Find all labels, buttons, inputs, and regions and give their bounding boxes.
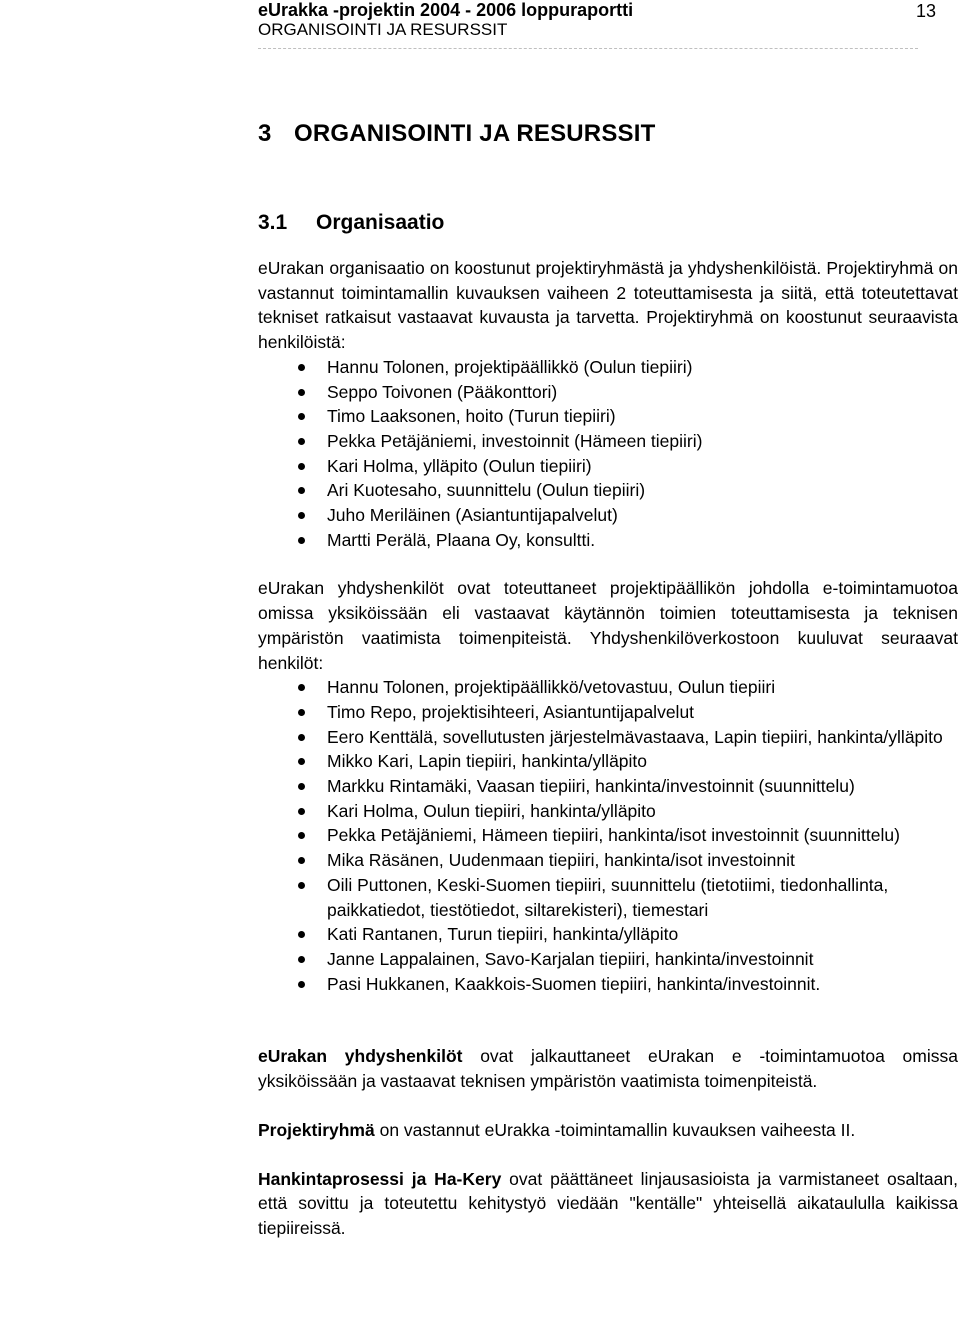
list-item bbox=[258, 947, 958, 972]
list-item bbox=[258, 429, 958, 454]
bullet-icon bbox=[298, 808, 305, 815]
list-item-text: Seppo Toivonen (Pääkonttori) bbox=[327, 381, 558, 402]
list-item bbox=[258, 675, 958, 700]
list-item-text: Mika Räsänen, Uudenmaan tiepiiri, hankinta/isot investoinnit bbox=[327, 850, 795, 871]
project-team-list bbox=[258, 355, 958, 553]
list-item-text: Hannu Tolonen, projektipäällikkö (Oulun tiepiiri) bbox=[327, 356, 693, 377]
list-item-text: Hannu Tolonen, projektipäällikkö/vetovastuu, Oulun tiepiiri bbox=[327, 677, 776, 698]
bullet-icon bbox=[298, 709, 305, 716]
paragraph-text: ovat päättäneet linjausasioista ja varmistaneet osaltaan, että sovittu ja toteutettu kehitystyö viedään "kentälle" yhteisellä aikataululla kaikissa tiepiireissä. bbox=[258, 1168, 958, 1238]
list-item bbox=[258, 873, 958, 922]
bullet-icon bbox=[298, 512, 305, 519]
list-item bbox=[258, 848, 958, 873]
bold-term: Projektiryhmä bbox=[258, 1119, 375, 1140]
list-item bbox=[258, 528, 958, 553]
contacts-list bbox=[258, 675, 958, 996]
section-heading bbox=[258, 120, 958, 148]
list-item-text: Eero Kenttälä, sovellutusten järjestelmävastaava, Lapin tiepiiri, hankinta/ylläpito bbox=[327, 726, 943, 747]
bullet-icon bbox=[298, 882, 305, 889]
paragraph-contacts-role bbox=[258, 1044, 958, 1093]
list-item bbox=[258, 725, 958, 750]
paragraph-organisation: eUrakan organisaatio on koostunut projektiryhmästä ja yhdyshenkilöistä. Projektiryhmä on vastannut toimintamallin kuvauksen vaiheen 2 toteuttamisesta ja siitä, että toteutettavat tekniset ratkaisut vastaavat kuvausta ja tarvetta. Projektiryhmä on koostunut seuraavista henkilöistä: bbox=[258, 258, 958, 353]
bullet-icon bbox=[298, 758, 305, 765]
subsection-title: Organisaatio bbox=[316, 211, 445, 234]
list-item-text: Pekka Petäjäniemi, Hämeen tiepiiri, hankinta/isot investoinnit (suunnittelu) bbox=[327, 825, 900, 846]
bullet-icon bbox=[298, 463, 305, 470]
bold-term: Hankintaprosessi ja Ha-Kery bbox=[258, 1168, 502, 1189]
paragraph-text: on vastannut eUrakka -toimintamallin kuvauksen vaiheesta II. bbox=[374, 1119, 856, 1140]
bullet-icon bbox=[298, 956, 305, 963]
list-item-text: Markku Rintamäki, Vaasan tiepiiri, hankinta/investoinnit (suunnittelu) bbox=[327, 776, 855, 797]
bullet-icon bbox=[298, 684, 305, 691]
bullet-icon bbox=[298, 931, 305, 938]
list-item-text: Janne Lappalainen, Savo-Karjalan tiepiiri, hankinta/investoinnit bbox=[327, 948, 814, 969]
list-item-text: Timo Repo, projektisihteeri, Asiantuntijapalvelut bbox=[327, 701, 695, 722]
list-item-text: Pekka Petäjäniemi, investoinnit (Hämeen tiepiiri) bbox=[327, 430, 703, 451]
bullet-icon bbox=[298, 364, 305, 371]
paragraph-procurement-role bbox=[258, 1167, 958, 1241]
report-title: eUrakka -projektin 2004 - 2006 loppuraportti bbox=[258, 0, 634, 20]
list-item bbox=[258, 972, 958, 997]
bullet-icon bbox=[298, 734, 305, 741]
list-item-text: Ari Kuotesaho, suunnittelu (Oulun tiepiiri) bbox=[327, 480, 646, 501]
list-item bbox=[258, 700, 958, 725]
subsection-heading bbox=[258, 210, 958, 236]
list-item bbox=[258, 503, 958, 528]
page-header bbox=[258, 0, 958, 50]
list-item bbox=[258, 749, 958, 774]
list-item bbox=[258, 404, 958, 429]
subsection-number: 3.1 bbox=[258, 211, 288, 234]
list-item bbox=[258, 922, 958, 947]
list-item bbox=[258, 799, 958, 824]
bullet-icon bbox=[298, 413, 305, 420]
bullet-icon bbox=[298, 389, 305, 396]
list-item-text: Mikko Kari, Lapin tiepiiri, hankinta/ylläpito bbox=[327, 751, 648, 772]
list-item bbox=[258, 478, 958, 503]
paragraph-project-group-role bbox=[258, 1118, 958, 1143]
list-item bbox=[258, 380, 958, 405]
list-item-text: Martti Perälä, Plaana Oy, konsultti. bbox=[327, 529, 596, 550]
header-divider bbox=[258, 48, 918, 49]
list-item-text: Kati Rantanen, Turun tiepiiri, hankinta/ylläpito bbox=[327, 924, 679, 945]
list-item bbox=[258, 774, 958, 799]
bullet-icon bbox=[298, 783, 305, 790]
list-item-text: Juho Meriläinen (Asiantuntijapalvelut) bbox=[327, 505, 618, 526]
list-item-text: Pasi Hukkanen, Kaakkois-Suomen tiepiiri, hankinta/investoinnit. bbox=[327, 973, 821, 994]
list-item-text: Oili Puttonen, Keski-Suomen tiepiiri, suunnittelu (tietotiimi, tiedonhallinta, paikkatiedot, tiestötiedot, siltarekisteri), tiemestari bbox=[327, 874, 889, 920]
list-item-text: Kari Holma, ylläpito (Oulun tiepiiri) bbox=[327, 455, 592, 476]
section-title: ORGANISOINTI JA RESURSSIT bbox=[294, 120, 656, 147]
paragraph-text: ovat jalkauttaneet eUrakan e -toimintamuotoa omissa yksiköissään ja vastaavat teknisen ympäristön vaatimista toimenpiteistä. bbox=[258, 1046, 958, 1092]
list-item-text: Timo Laaksonen, hoito (Turun tiepiiri) bbox=[327, 406, 616, 427]
bullet-icon bbox=[298, 857, 305, 864]
list-item-text: Kari Holma, Oulun tiepiiri, hankinta/ylläpito bbox=[327, 800, 656, 821]
list-item bbox=[258, 823, 958, 848]
page-number: 13 bbox=[915, 1, 936, 21]
chapter-running-title: ORGANISOINTI JA RESURSSIT bbox=[258, 20, 508, 39]
bullet-icon bbox=[298, 981, 305, 988]
document-body bbox=[258, 120, 958, 1241]
bullet-icon bbox=[298, 832, 305, 839]
list-item bbox=[258, 355, 958, 380]
list-item bbox=[258, 454, 958, 479]
paragraph-contacts: eUrakan yhdyshenkilöt ovat toteuttaneet projektipäällikön johdolla e-toimintamuotoa omissa yksiköissään eli vastaavat käytännön toimien toteuttamisesta ja teknisen ympäristön vaatimista toimenpiteistä. Yhdyshenkilöverkostoon kuuluvat seuraavat henkilöt: bbox=[258, 578, 958, 673]
section-number: 3 bbox=[258, 120, 272, 147]
bullet-icon bbox=[298, 487, 305, 494]
bold-term: eUrakan yhdyshenkilöt bbox=[258, 1046, 463, 1067]
bullet-icon bbox=[298, 537, 305, 544]
bullet-icon bbox=[298, 438, 305, 445]
